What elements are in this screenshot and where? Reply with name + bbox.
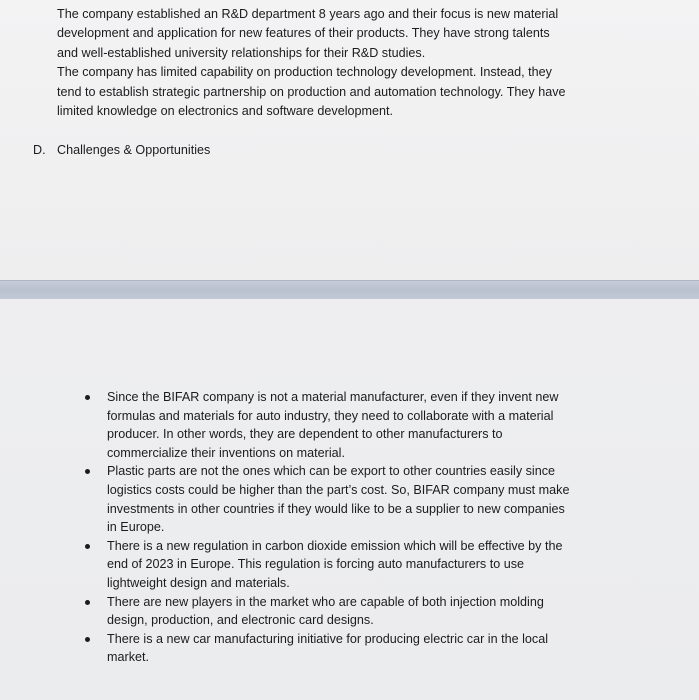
bullet-line: There is a new regulation in carbon dioxide emission which will be effective by the <box>107 538 563 553</box>
paragraph-line: development and application for new features of their products. They have strong talents <box>57 26 550 41</box>
paragraph-line: The company established an R&D department 8 years ago and their focus is new material <box>57 7 559 21</box>
page-break-divider <box>0 280 699 300</box>
intro-paragraph <box>57 5 657 121</box>
bullet-icon <box>85 395 90 400</box>
section-title: Challenges & Opportunities <box>57 143 211 157</box>
paragraph-line: limited knowledge on electronics and software development. <box>57 104 394 119</box>
bullet-line: in Europe. <box>107 520 165 535</box>
section-heading <box>33 141 210 160</box>
section-letter: D. <box>33 143 46 157</box>
document-page-upper <box>0 0 699 280</box>
bullet-line: commercialize their inventions on material. <box>107 445 345 460</box>
bullet-line: There are new players in the market who are capable of both injection molding <box>107 594 544 609</box>
bullet-line: producer. In other words, they are dependent to other manufacturers to <box>107 427 503 442</box>
bullet-line: investments in other countries if they would like to be a supplier to new companies <box>107 501 565 516</box>
bullet-line: Plastic parts are not the ones which can be export to other countries easily since <box>107 464 556 479</box>
bullet-line: market. <box>107 650 149 665</box>
bullet-line: Since the BIFAR company is not a material manufacturer, even if they invent new <box>107 390 559 404</box>
bullet-line: formulas and materials for auto industry, they need to collaborate with a material <box>107 408 554 423</box>
bullet-icon <box>85 544 90 549</box>
bullet-line: logistics costs could be higher than the part’s cost. So, BIFAR company must make <box>107 482 570 497</box>
bullet-icon <box>85 600 90 605</box>
bullet-line: There is a new car manufacturing initiative for producing electric car in the local <box>107 631 548 646</box>
bullet-icon <box>85 637 90 642</box>
paragraph-line: and well-established university relationships for their R&D studies. <box>57 45 426 60</box>
paragraph-line: The company has limited capability on production technology development. Instead, they <box>57 65 552 80</box>
bullet-list <box>0 388 699 667</box>
bullet-line: lightweight design and materials. <box>107 575 290 590</box>
list-item <box>0 630 699 667</box>
bullet-line: end of 2023 in Europe. This regulation is forcing auto manufacturers to use <box>107 557 525 572</box>
list-item <box>0 537 699 593</box>
list-item <box>0 388 699 462</box>
bullet-icon <box>85 469 90 474</box>
list-item <box>0 593 699 630</box>
paragraph-line: tend to establish strategic partnership on production and automation technology. They have <box>57 84 566 99</box>
bullet-line: design, production, and electronic card designs. <box>107 613 374 628</box>
list-item <box>0 462 699 536</box>
